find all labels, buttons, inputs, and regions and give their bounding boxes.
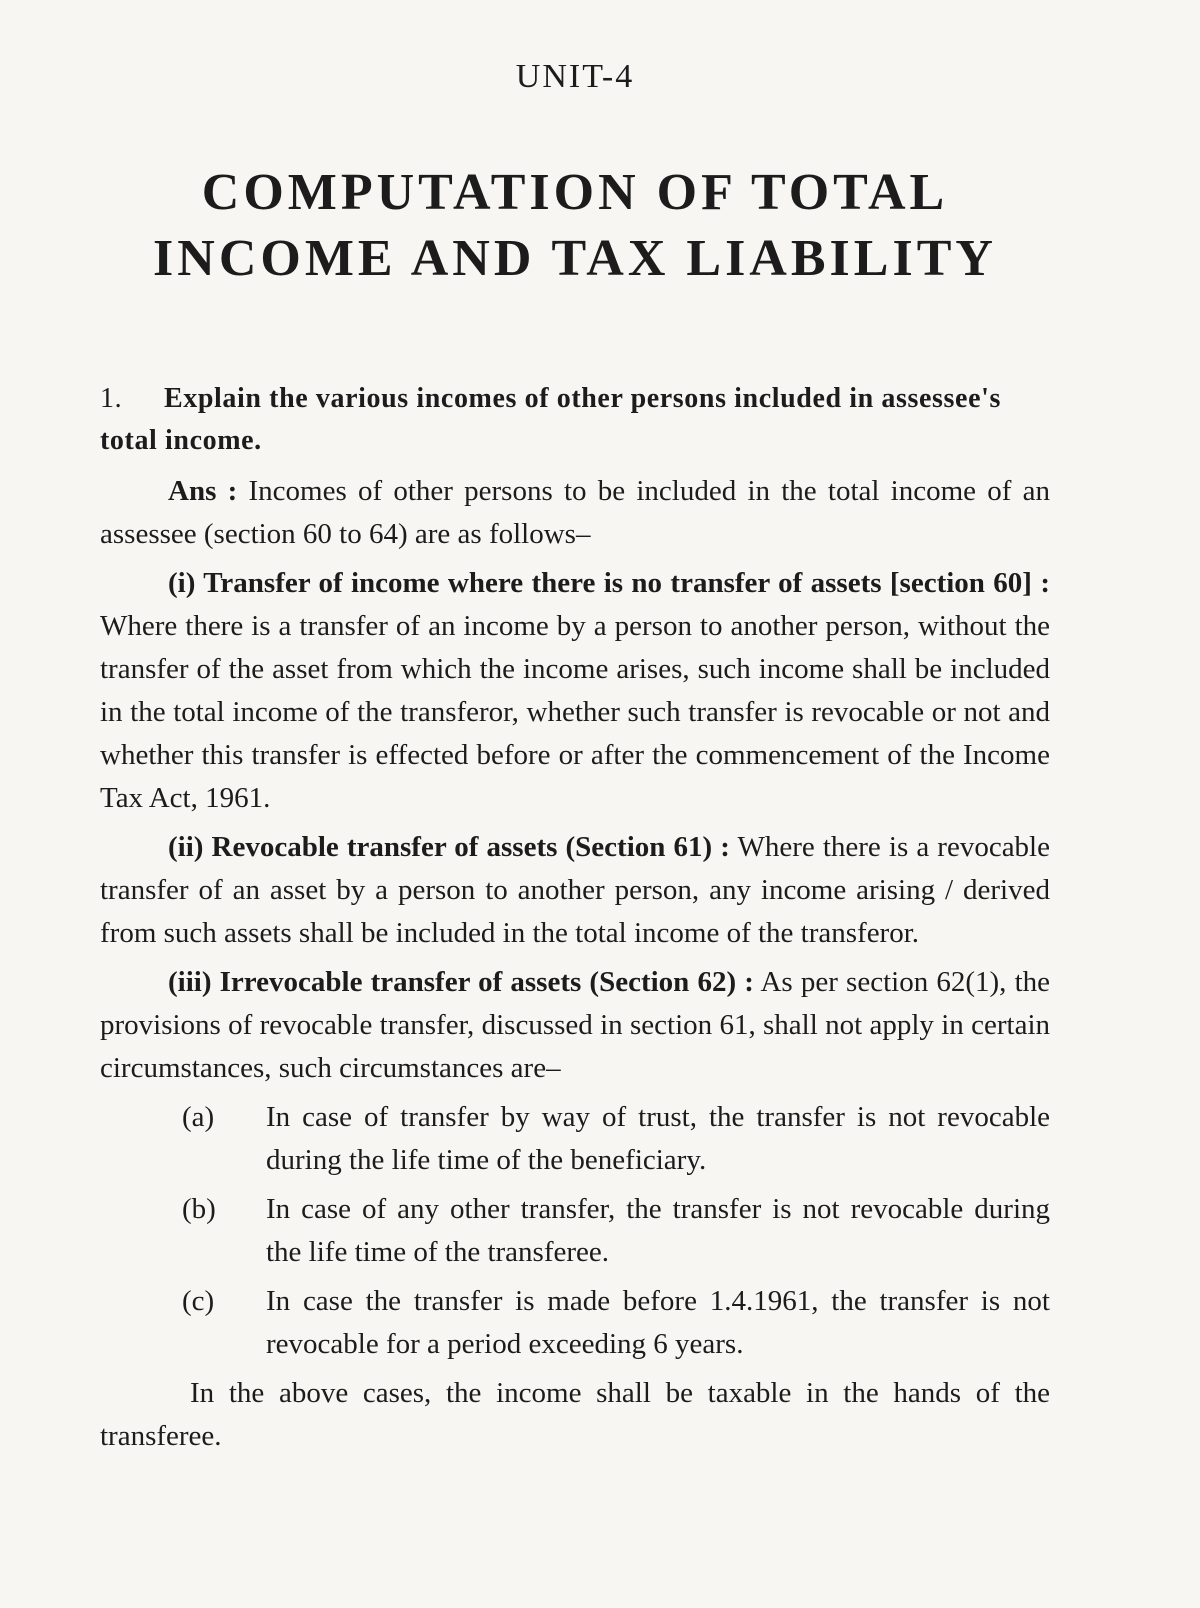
list-item-marker: (c) [182, 1285, 215, 1317]
chapter-title [100, 160, 1050, 292]
circumstances-list [100, 1096, 1050, 1366]
section-60-paragraph [100, 562, 1050, 820]
list-item [100, 1096, 1050, 1182]
list-item-text: In case the transfer is made before 1.4.1961, the transfer is not revocable for a period exceeding 6 years. [266, 1285, 1050, 1360]
section-61-paragraph [100, 826, 1050, 955]
section-60-heading: (i) Transfer of income where there is no transfer of assets [section 60] : [168, 567, 1050, 599]
question-text: Explain the various incomes of other persons included in assessee's total income. [100, 383, 1001, 456]
list-item [100, 1188, 1050, 1274]
list-item-marker: (a) [182, 1101, 215, 1133]
chapter-title-line-1: COMPUTATION OF TOTAL [201, 164, 949, 221]
answer-intro-text: Incomes of other persons to be included in the total income of an assessee (section 60 to 64) are as follows– [100, 475, 1051, 550]
section-62-heading: (iii) Irrevocable transfer of assets (Section 62) : [168, 966, 754, 998]
section-61-heading: (ii) Revocable transfer of assets (Section 61) : [168, 831, 730, 863]
list-item-text: In case of any other transfer, the transfer is not revocable during the life time of the transferee. [266, 1193, 1050, 1268]
list-item-text: In case of transfer by way of trust, the transfer is not revocable during the life time of the beneficiary. [266, 1101, 1050, 1176]
section-60-body: Where there is a transfer of an income by a person to another person, without the transfer of the asset from which the income arises, such income shall be included in the total income of the transferor, whether such transfer is revocable or not and whether this transfer is effected before or after the commencement of the Income Tax Act, 1961. [100, 610, 1050, 814]
question [100, 378, 1050, 462]
chapter-title-line-2: INCOME AND TAX LIABILITY [153, 230, 997, 287]
document-page [0, 58, 1200, 1608]
question-number: 1. [100, 383, 123, 414]
list-item [100, 1280, 1050, 1366]
closing-paragraph: In the above cases, the income shall be taxable in the hands of the transferee. [100, 1377, 1050, 1452]
unit-heading: UNIT-4 [515, 58, 635, 95]
section-61-body: Where there is a revocable transfer of an asset by a person to another person, any income arising / derived from such assets shall be included in the total income of the transferor. [100, 831, 1050, 949]
answer-label: Ans : [168, 475, 238, 507]
answer-intro [100, 470, 1050, 556]
list-item-marker: (b) [182, 1193, 216, 1225]
section-62-body: As per section 62(1), the provisions of revocable transfer, discussed in section 61, shall not apply in certain circumstances, such circumstances are– [100, 966, 1050, 1084]
section-62-paragraph [100, 961, 1050, 1090]
